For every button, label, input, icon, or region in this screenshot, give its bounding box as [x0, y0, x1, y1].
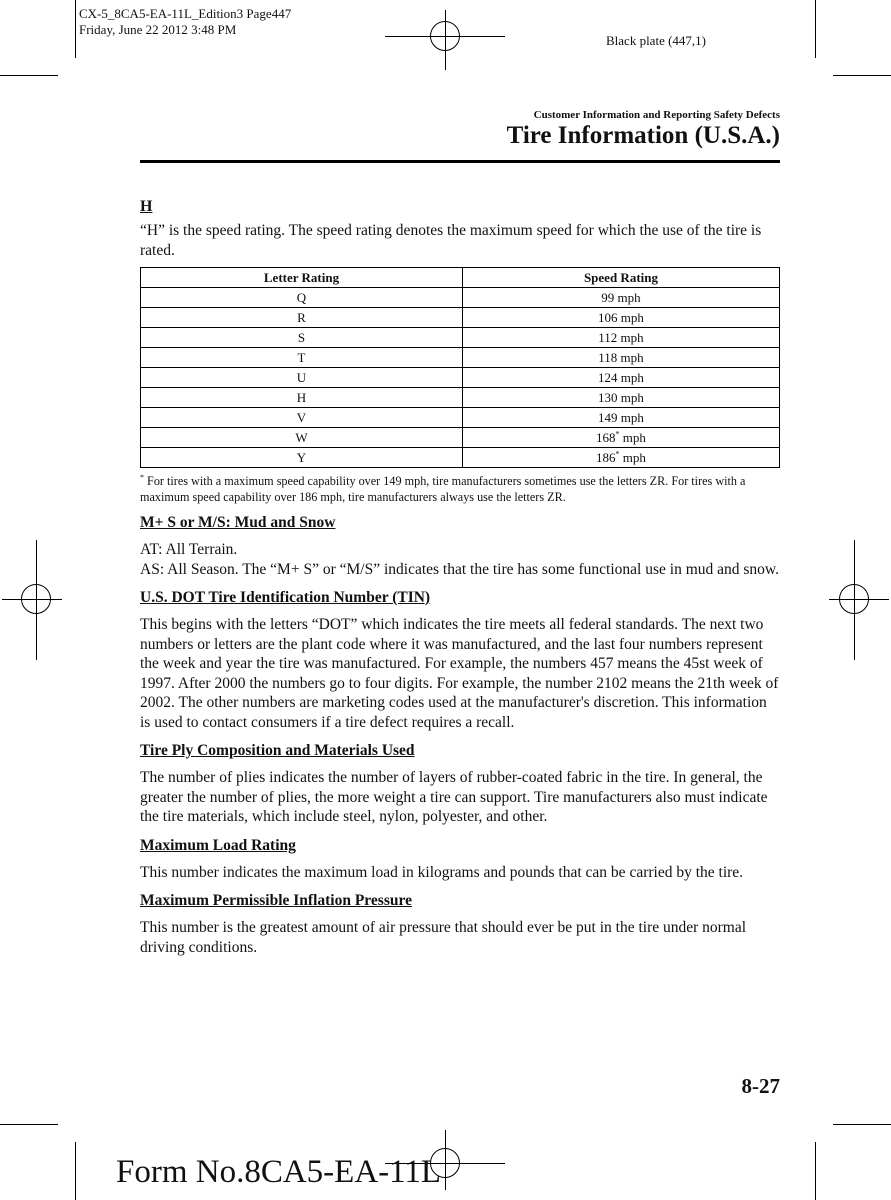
- crop-mark: [833, 75, 891, 76]
- plate-label: Black plate (447,1): [606, 33, 706, 48]
- speed-cell: [462, 448, 779, 468]
- letter-cell: Q: [141, 288, 463, 308]
- letter-cell: Y: [141, 448, 463, 468]
- ply-heading: Tire Ply Composition and Materials Used: [140, 742, 415, 759]
- page-title: Tire Information (U.S.A.): [506, 122, 780, 149]
- speed-cell: 112 mph: [462, 328, 779, 348]
- running-head: Customer Information and Reporting Safety Defects: [533, 109, 780, 121]
- main-content: [140, 197, 780, 957]
- table-row: [141, 448, 780, 468]
- speed-cell: 118 mph: [462, 348, 779, 368]
- column-header-speed: Speed Rating: [462, 268, 779, 288]
- speed-cell: 106 mph: [462, 308, 779, 328]
- table-row: [141, 348, 780, 368]
- print-job-info: [79, 6, 291, 38]
- speed-cell: 124 mph: [462, 368, 779, 388]
- crop-mark: [815, 1142, 816, 1200]
- all-season-text: AS: All Season. The “M+ S” or “M/S” indicates that the tire has some functional use in mud and snow.: [140, 560, 779, 578]
- load-rating-heading: Maximum Load Rating: [140, 836, 296, 854]
- table-row: [141, 408, 780, 428]
- speed-unit: mph: [619, 450, 646, 465]
- letter-cell: V: [141, 408, 463, 428]
- speed-value: 168: [596, 430, 616, 445]
- table-row: [141, 428, 780, 448]
- crop-mark: [75, 0, 76, 58]
- table-row: [141, 288, 780, 308]
- table-row: [141, 308, 780, 328]
- letter-cell: R: [141, 308, 463, 328]
- footnote-marker: *: [615, 449, 620, 459]
- speed-cell: 130 mph: [462, 388, 779, 408]
- table-header-row: [141, 268, 780, 288]
- inflation-text: This number is the greatest amount of air pressure that should ever be put in the tire under normal driving conditions.: [140, 919, 747, 956]
- footnote-text: For tires with a maximum speed capability over 149 mph, tire manufacturers sometimes use the letters ZR. For tires with a maximum speed capability over 186 mph, tire manufacturers always use the letters ZR.: [140, 474, 746, 504]
- speed-rating-heading: H: [140, 198, 153, 215]
- tin-text: This begins with the letters “DOT” which indicates the tire meets all federal standards. The next two numbers or letters are the plant code where it was manufactured, and the last four numbers represent the week and year the tire was manufactured. For example, the numbers 457 means the 45st week of 1997. After 2000 the numbers go to four digits. For example, the number 2102 means the 21th week of 2002. The other numbers are marketing codes used at the manufacturer's discretion. This information is used to contact consumers if a tire defect requires a recall.: [140, 616, 779, 731]
- speed-cell: [462, 428, 779, 448]
- letter-cell: S: [141, 328, 463, 348]
- table-footnote: [140, 473, 780, 505]
- crop-mark: [833, 1124, 891, 1125]
- print-job-line: CX-5_8CA5-EA-11L_Edition3 Page447: [79, 6, 292, 21]
- crop-mark: [815, 0, 816, 58]
- speed-cell: 149 mph: [462, 408, 779, 428]
- crop-mark: [0, 75, 58, 76]
- speed-cell: 99 mph: [462, 288, 779, 308]
- footnote-marker: *: [615, 429, 620, 439]
- page-number: 8-27: [741, 1074, 780, 1098]
- table-row: [141, 328, 780, 348]
- table-row: [141, 388, 780, 408]
- speed-unit: mph: [619, 430, 646, 445]
- speed-value: 186: [596, 450, 616, 465]
- inflation-heading: Maximum Permissible Inflation Pressure: [140, 892, 412, 909]
- load-rating-text: This number indicates the maximum load in kilograms and pounds that can be carried by the tire.: [140, 863, 744, 881]
- crop-mark: [0, 1124, 58, 1125]
- table-row: [141, 368, 780, 388]
- ply-text: The number of plies indicates the number of layers of rubber-coated fabric in the tire. In general, the greater the number of plies, the more weight a tire can support. Tire manufacturers also must indicate the tire materials, which include steel, nylon, polyester, and other.: [140, 769, 768, 825]
- column-header-letter: Letter Rating: [141, 268, 463, 288]
- letter-cell: H: [141, 388, 463, 408]
- print-date-line: Friday, June 22 2012 3:48 PM: [79, 22, 237, 37]
- speed-rating-text: “H” is the speed rating. The speed rating denotes the maximum speed for which the use of the tire is rated.: [140, 222, 762, 259]
- title-rule: [140, 160, 780, 163]
- crop-mark: [75, 1142, 76, 1200]
- speed-rating-table: [140, 267, 780, 468]
- mud-snow-heading: M+ S or M/S: Mud and Snow: [140, 514, 336, 531]
- tin-heading: U.S. DOT Tire Identification Number (TIN): [140, 589, 431, 606]
- letter-cell: T: [141, 348, 463, 368]
- form-number: Form No.8CA5-EA-11L: [116, 1154, 442, 1190]
- all-terrain-text: AT: All Terrain.: [140, 541, 238, 558]
- letter-cell: U: [141, 368, 463, 388]
- footnote-marker: *: [140, 472, 144, 482]
- letter-cell: W: [141, 428, 463, 448]
